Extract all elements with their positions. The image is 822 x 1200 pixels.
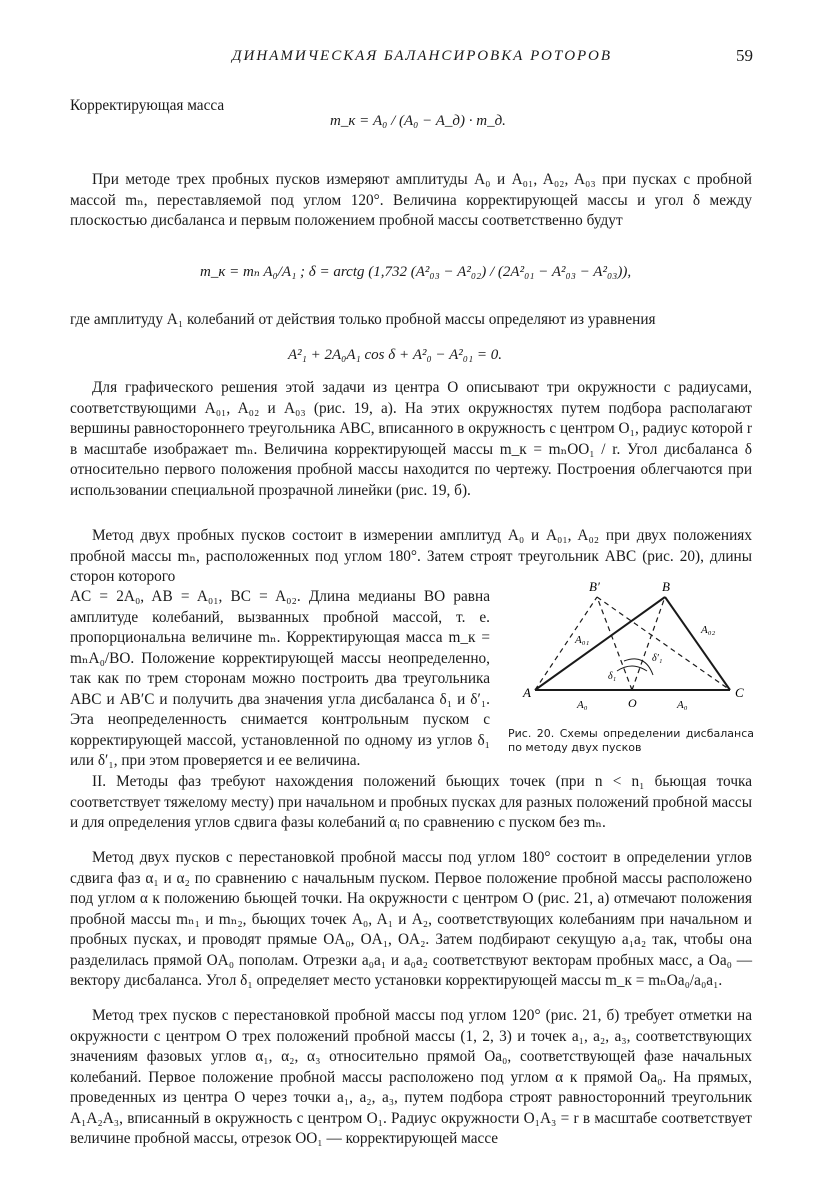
angle-arc: [617, 666, 647, 671]
paragraph-8: Метод трех пусков с перестановкой пробной массы под углом 120° (рис. 21, б) требует отметки на окружности с центром O трех положений пробной массы (1, 2, 3) и точек a₁, a₂, a₃, соответствующих значениям фазовых углов α₁, α₂, α₃ относительно прямой Oa₀, соответствующей фазе начальных колебаний. Первое положение пробной массы расположено под углом α к прямой Oa₀. На прямых, проведенных из центра O через точки a₁, a₂, a₃, путем подбора строят равносторонний треугольник A₁A₂A₃, вписанный в окружность с центром O₁. Радиус окружности O₁A₃ = r в масштабе соответствует величине пробной массы, отрезок OO₁ — корректирующей массе: [70, 1007, 752, 1147]
paragraph-2: При методе трех пробных пусков измеряют амплитуды A₀ и A₀₁, A₀₂, A₀₃ при пусках с пробной массой mₙ, переставляемой под углом 120°. Величина корректирующей массы и угол δ между плоскостью дисбаланса и первым положением пробной массы соответственно будут: [70, 171, 752, 229]
label-delta1: δ₁: [608, 671, 617, 682]
paragraph-6: II. Методы фаз требуют нахождения положений бьющих точек (при n < n₁ бьющая точка соответствует тяжелому месту) при начальном и пробных пусках для разных положений пробной массы и для определения углов сдвига фазы колебаний αᵢ по сравнению с пуском без mₙ.: [70, 773, 752, 831]
page-number: 59: [736, 46, 753, 65]
line-AB: [535, 597, 665, 690]
paragraph-5-full: Метод двух пробных пусков состоит в измерении амплитуд A₀ и A₀₁, A₀₂ при двух положениях пробной массы mₙ, расположенных под углом 180°. Затем строят треугольник ABC (рис. 20), длины сторон которого: [70, 527, 752, 585]
label-O: O: [628, 696, 637, 710]
paragraph-4: Для графического решения этой задачи из центра O описывают три окружности с радиусами, соответствующими A₀₁, A₀₂ и A₀₃ (рис. 19, а). На этих окружностях путем подбора располагают вершины равностороннего треугольника ABC, вписанного в окружность с центром O₁, радиус которой r в масштабе изображает mₙ. Величина корректирующей массы m_к = mₙOO₁ / r. Угол дисбаланса δ относительно первого положения пробной массы находится по чертежу. Построения облегчаются при использовании специальной прозрачной линейки (рис. 19, б).: [70, 379, 752, 499]
eq3-text: A²₁ + 2A₀A₁ cos δ + A²₀ − A²₀₁ = 0.: [288, 347, 503, 363]
label-B-prime: B′: [589, 579, 600, 594]
eq2-text: m_к = mₙ A₀/A₁ ; δ = arctg (1,732 (A²₀₃ − A²₀₂) / (2A²₀₁ − A²₀₃ − A²₀₃)),: [200, 264, 632, 280]
paragraph-1: Корректирующая масса: [70, 97, 225, 114]
equation-1: [330, 112, 506, 130]
paragraph-3: где амплитуду A₁ колебаний от действия только пробной массы определяют из уравнения: [70, 311, 656, 328]
running-title: ДИНАМИЧЕСКАЯ БАЛАНСИРОВКА РОТОРОВ: [232, 48, 612, 64]
figure-20-caption: Рис. 20. Схемы определении дисбаланса по методу двух пусков: [508, 727, 754, 754]
line-B-prime-C: [597, 597, 730, 690]
line-BC: [665, 597, 730, 690]
eq1-text: m_к = A₀ / (A₀ − A_д) · m_д.: [330, 113, 506, 129]
label-A0-left: A₀: [577, 699, 588, 711]
equation-3: [288, 346, 502, 364]
label-B: B: [662, 579, 670, 594]
label-delta1-prime: δ′₁: [652, 653, 663, 664]
median-BO: [632, 597, 665, 690]
label-A01: A₀₁: [575, 634, 590, 646]
label-A: A: [523, 685, 531, 700]
figure-20-diagram: [505, 575, 755, 745]
paragraph-5-narrow: AC = 2A₀, AB = A₀₁, BC = A₀₂. Длина медианы BO равна амплитуде колебаний, вызванных пробной массой, т. е. пропорциональна величине mₙ. Корректирующая масса m_к = mₙA₀/BO. Положение корректирующей массы неопределенно, так как по трем сторонам можно построить два треугольника ABC и AB′C и получить два значения угла дисбаланса δ₁ и δ′₁. Эта неопределенность снимается контрольным пуском с корректирующей массой, установленной по одному из углов δ₁ или δ′₁, при этом проверяется и ее величина.: [70, 588, 490, 769]
label-C: C: [735, 685, 744, 700]
running-header: [0, 48, 822, 70]
label-A02: A₀₂: [701, 624, 716, 636]
paragraph-7: Метод двух пусков с перестановкой пробной массы под углом 180° состоит в определении углов сдвига фаз α₁ и α₂ по сравнению с начальным пуском. Первое положение пробной массы расположено под углом α к положению бьющей точки. На окружности с центром O (рис. 21, а) отмечают положения пробной массы mₙ₁ и mₙ₂, бьющих точек A₀, A₁ и A₂, соответствующих колебаниям при начальном и пробных пусках, и проводят прямые OA₀, OA₁, OA₂. Затем подбирают секущую a₁a₂ так, чтобы она разделилась прямой OA₀ пополам. Отрезки a₀a₁ и a₀a₂ соответствуют векторам пробных масс, а Oa₀ — вектору дисбаланса. Угол δ₁ определяет место установки корректирующей массы m_к = mₙOa₀/a₀a₁.: [70, 849, 752, 989]
equation-2: [200, 262, 631, 281]
label-A0-right: A₀: [677, 699, 688, 711]
